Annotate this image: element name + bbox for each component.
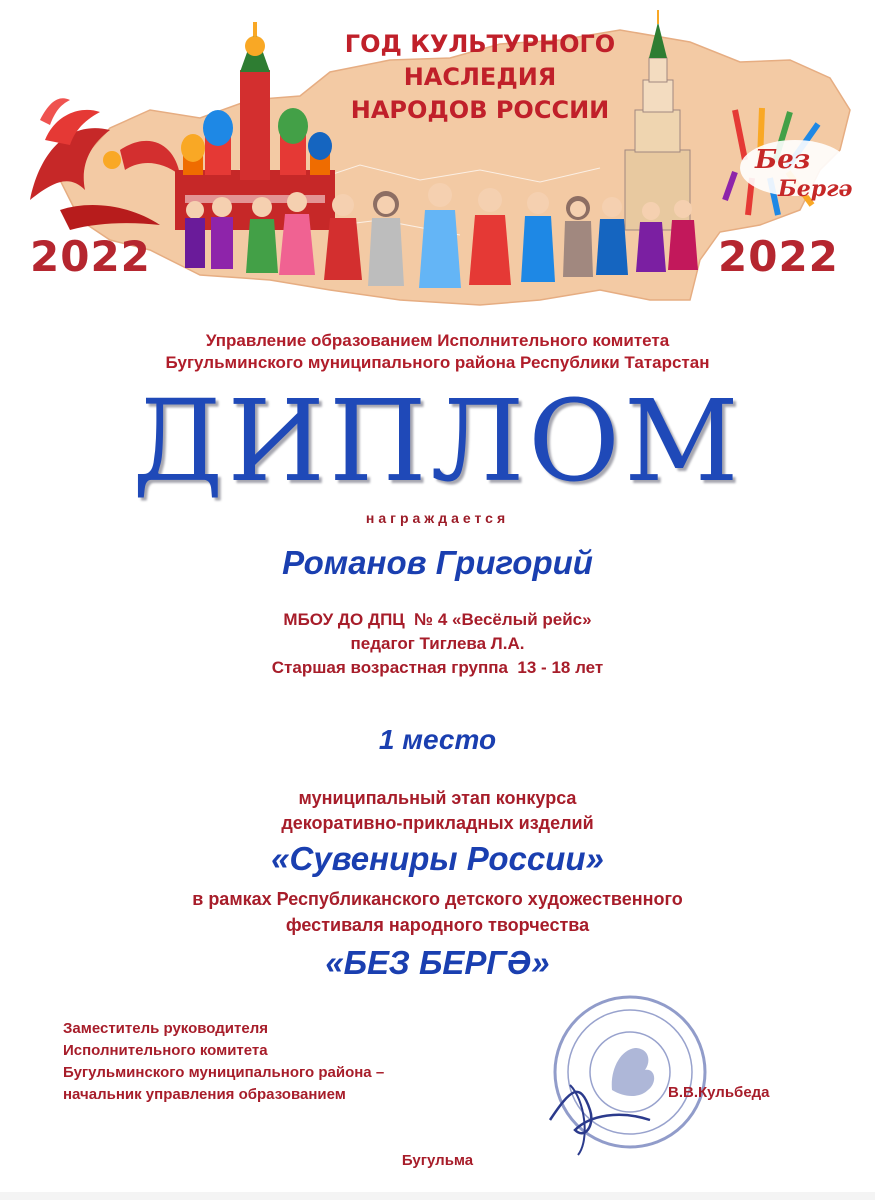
signer-line-2: Исполнительного комитета <box>63 1042 268 1059</box>
awarded-label: награждается <box>365 510 510 526</box>
svg-text:Бергә: Бергә <box>778 176 853 202</box>
official-seal-icon <box>530 990 715 1160</box>
school-name: МБОУ ДО ДПЦ № 4 «Весёлый рейс» <box>283 610 592 629</box>
teacher-name: педагог Тиглева Л.А. <box>350 634 525 653</box>
signer-line-1: Заместитель руководителя <box>63 1020 268 1037</box>
festival-block <box>0 886 875 938</box>
year-right: 2022 <box>718 232 839 281</box>
diploma-title: ДИПЛОМ <box>132 377 743 507</box>
signer-name: В.В.Кульбеда <box>668 1084 770 1101</box>
issuer-block <box>0 330 875 374</box>
year-left: 2022 <box>30 232 151 281</box>
svg-text:Без: Без <box>755 145 811 175</box>
festival-line-1: в рамках Республиканского детского художественного <box>192 889 683 909</box>
year-banner <box>295 28 665 127</box>
contest-name: «Сувениры России» <box>271 840 604 877</box>
festival-name: «БЕЗ БЕРГӘ» <box>325 944 550 981</box>
contest-block <box>0 786 875 836</box>
signer-line-4: начальник управления образованием <box>63 1086 346 1103</box>
bottom-edge <box>0 1192 875 1200</box>
details-block <box>0 608 875 680</box>
contest-line-2: декоративно-прикладных изделий <box>281 813 594 833</box>
place-result: 1 место <box>378 724 497 755</box>
signer-title-block <box>63 1018 384 1106</box>
age-group: Старшая возрастная группа 13 - 18 лет <box>271 658 604 677</box>
banner-line-2: НАСЛЕДИЯ <box>403 63 557 91</box>
festival-line-2: фестиваля народного творчества <box>285 915 590 935</box>
banner-line-3: НАРОДОВ РОССИИ <box>350 96 610 124</box>
contest-line-1: муниципальный этап конкурса <box>298 788 577 808</box>
recipient-name: Романов Григорий <box>282 544 593 581</box>
issuer-line-1: Управление образованием Исполнительного комитета <box>205 331 670 350</box>
signer-line-3: Бугульминского муниципального района – <box>63 1064 385 1081</box>
city-name: Бугульма <box>401 1152 474 1169</box>
issuer-line-2: Бугульминского муниципального района Республики Татарстан <box>165 353 710 372</box>
banner-line-1: ГОД КУЛЬТУРНОГО <box>344 30 616 58</box>
